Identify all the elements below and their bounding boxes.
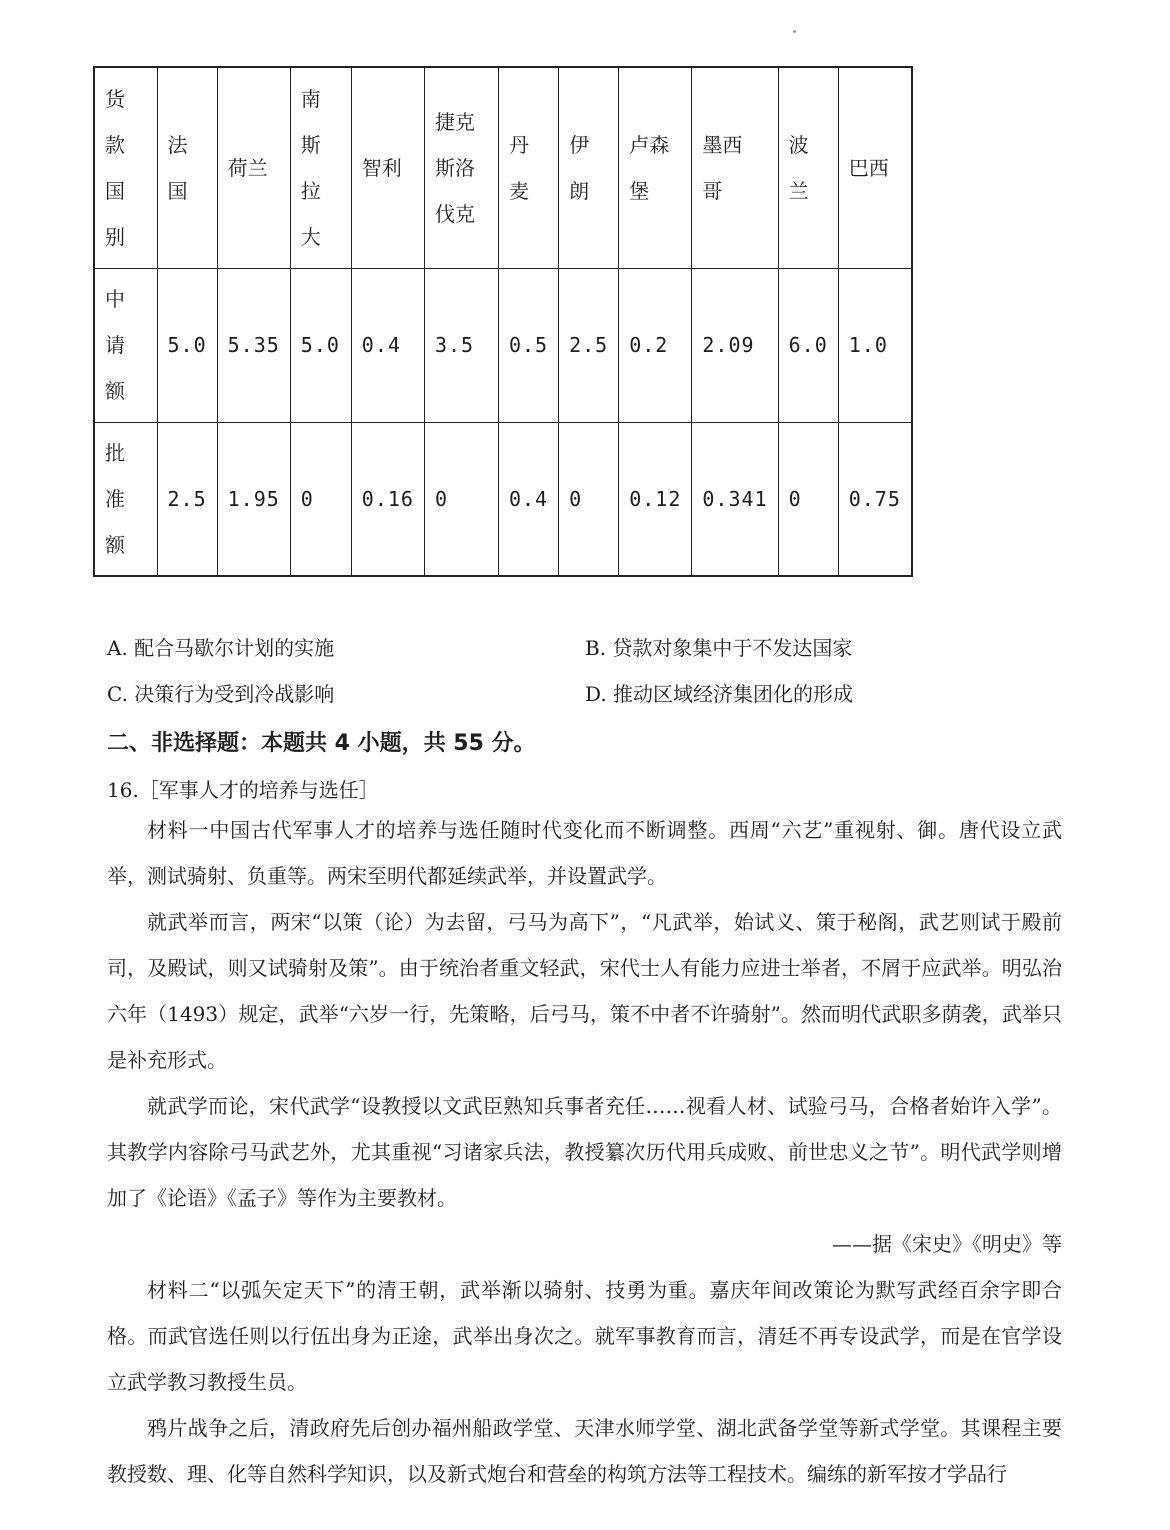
- loan-table: [93, 66, 913, 577]
- table-row-applied: [94, 268, 912, 422]
- apply-cell-5: 3.5: [424, 268, 498, 422]
- table-row-country: [94, 67, 912, 268]
- paragraph-1: 材料一中国古代军事人才的培养与选任随时代变化而不断调整。西周“六艺”重视射、御。唐代设立武举，测试骑射、负重等。两宋至明代都延续武举，并设置武学。: [107, 818, 1062, 888]
- approve-cell-5: 0: [424, 422, 498, 576]
- header-cell-1: 法 国: [157, 67, 217, 268]
- scan-speck: [793, 30, 796, 33]
- option-c: C. 决策行为受到冷战影响: [107, 682, 335, 706]
- header-cell-0: 货 款 国 别: [94, 67, 157, 268]
- apply-cell-11: 1.0: [838, 268, 912, 422]
- approve-cell-6: 0.4: [498, 422, 558, 576]
- option-a: A. 配合马歇尔计划的实施: [107, 636, 335, 660]
- header-cell-8: 卢森 堡: [619, 67, 692, 268]
- header-cell-4: 智利: [351, 67, 424, 268]
- header-cell-3: 南 斯 拉 大: [290, 67, 351, 268]
- approve-cell-2: 1.95: [217, 422, 290, 576]
- paragraph-5: 鸦片战争之后，清政府先后创办福州船政学堂、天津水师学堂、湖北武备学堂等新式学堂。其课程主要教授数、理、化等自然科学知识，以及新式炮台和营垒的构筑方法等工程技术。编练的新军按才学品行: [107, 1416, 1062, 1486]
- header-cell-5: 捷克 斯洛 伐克: [424, 67, 498, 268]
- approve-cell-9: 0.341: [692, 422, 778, 576]
- header-cell-11: 巴西: [838, 67, 912, 268]
- approve-cell-0: 批 准 额: [94, 422, 157, 576]
- apply-cell-1: 5.0: [157, 268, 217, 422]
- question-title: 16.［军事人才的培养与选任］: [107, 778, 379, 802]
- header-cell-7: 伊 朗: [559, 67, 619, 268]
- apply-cell-8: 0.2: [619, 268, 692, 422]
- approve-cell-11: 0.75: [838, 422, 912, 576]
- apply-cell-4: 0.4: [351, 268, 424, 422]
- paragraph-3: 就武学而论，宋代武学“设教授以文武臣熟知兵事者充任……视看人材、试验弓马，合格者始许入学”。其教学内容除弓马武艺外，尤其重视“习诸家兵法，教授纂次历代用兵成败、前世忠义之节”。明代武学则增加了《论语》《孟子》等作为主要教材。: [107, 1094, 1062, 1210]
- approve-cell-8: 0.12: [619, 422, 692, 576]
- apply-cell-10: 6.0: [778, 268, 838, 422]
- paragraph-4: 材料二“以弧矢定天下”的清王朝，武举渐以骑射、技勇为重。嘉庆年间改策论为默写武经百余字即合格。而武官选任则以行伍出身为正途，武举出身次之。就军事教育而言，清廷不再专设武学，而是在官学设立武学教习教授生员。: [107, 1278, 1062, 1394]
- approve-cell-7: 0: [559, 422, 619, 576]
- apply-cell-3: 5.0: [290, 268, 351, 422]
- apply-cell-9: 2.09: [692, 268, 778, 422]
- approve-cell-1: 2.5: [157, 422, 217, 576]
- section-title: 二、非选择题：本题共 4 小题，共 55 分。: [107, 731, 536, 756]
- option-d: D. 推动区域经济集团化的形成: [585, 682, 854, 706]
- table-row-approved: [94, 422, 912, 576]
- option-b: B. 贷款对象集中于不发达国家: [585, 636, 853, 660]
- header-cell-10: 波 兰: [778, 67, 838, 268]
- header-cell-2: 荷兰: [217, 67, 290, 268]
- header-cell-6: 丹 麦: [498, 67, 558, 268]
- approve-cell-10: 0: [778, 422, 838, 576]
- apply-cell-6: 0.5: [498, 268, 558, 422]
- approve-cell-4: 0.16: [351, 422, 424, 576]
- source-citation: ——据《宋史》《明史》等: [832, 1232, 1062, 1256]
- apply-cell-0: 中 请 额: [94, 268, 157, 422]
- approve-cell-3: 0: [290, 422, 351, 576]
- apply-cell-7: 2.5: [559, 268, 619, 422]
- paragraph-2: 就武举而言，两宋“以策（论）为去留，弓马为高下”，“凡武举，始试义、策于秘阁，武艺则试于殿前司，及殿试，则又试骑射及策”。由于统治者重文轻武，宋代士人有能力应进士举者，不屑于应武举。明弘治六年（1493）规定，武举“六岁一行，先策略，后弓马，策不中者不许骑射”。然而明代武职多荫袭，武举只是补充形式。: [107, 910, 1062, 1072]
- header-cell-9: 墨西 哥: [692, 67, 778, 268]
- apply-cell-2: 5.35: [217, 268, 290, 422]
